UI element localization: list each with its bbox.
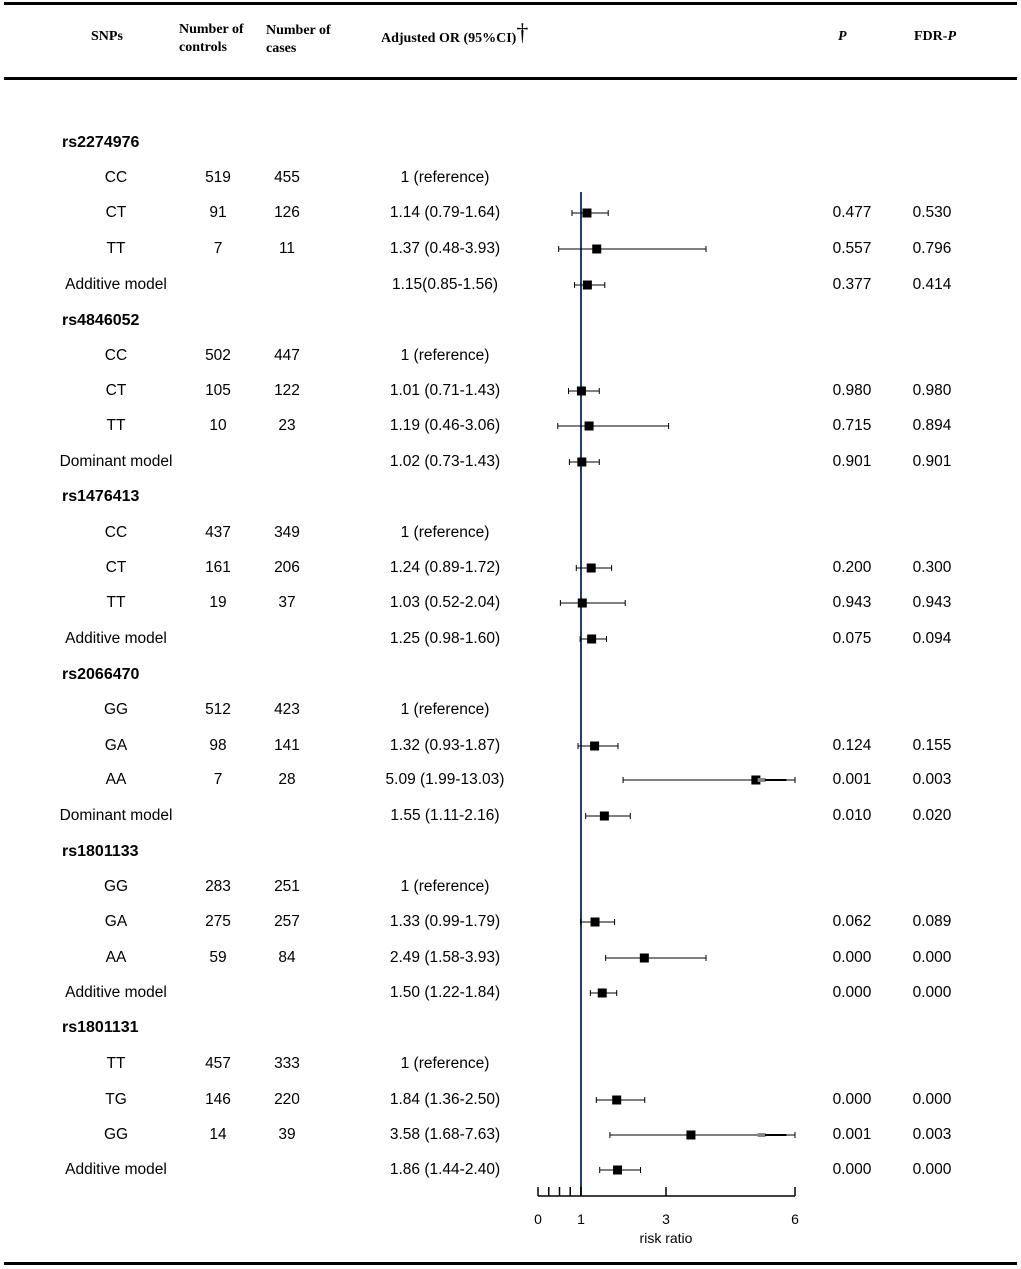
or-cell: 1.86 (1.44-2.40) bbox=[389, 1161, 501, 1178]
or-marker bbox=[582, 209, 591, 218]
cases-cell: 423 bbox=[274, 701, 300, 718]
or-cell: 2.49 (1.58-3.93) bbox=[389, 949, 501, 966]
p-value-cell: 0.377 bbox=[832, 276, 872, 293]
genotype-cell: GA bbox=[104, 913, 128, 930]
bottom-rule bbox=[4, 1262, 1017, 1265]
fdr-p-value-cell: 0.414 bbox=[912, 276, 952, 293]
controls-cell: 19 bbox=[209, 594, 227, 611]
controls-cell: 161 bbox=[205, 559, 231, 576]
fdr-p-value-cell: 0.980 bbox=[912, 382, 952, 399]
or-cell: 1.19 (0.46-3.06) bbox=[389, 417, 501, 434]
genotype-cell: TT bbox=[106, 417, 126, 434]
genotype-cell: Dominant model bbox=[59, 453, 173, 470]
cases-cell: 251 bbox=[274, 878, 300, 895]
cases-cell: 455 bbox=[274, 169, 300, 186]
p-value-cell: 0.000 bbox=[832, 949, 872, 966]
fdr-p-value-cell: 0.894 bbox=[912, 417, 952, 434]
header-controls-line2: controls bbox=[179, 40, 227, 55]
controls-cell: 98 bbox=[209, 737, 227, 754]
controls-cell: 91 bbox=[209, 204, 227, 221]
fdr-p-value-cell: 0.000 bbox=[912, 984, 952, 1001]
header-snps: SNPs bbox=[91, 29, 123, 44]
or-marker bbox=[612, 1096, 621, 1105]
or-cell: 5.09 (1.99-13.03) bbox=[385, 771, 505, 788]
snp-label: rs2274976 bbox=[62, 134, 140, 151]
genotype-cell: GA bbox=[104, 737, 128, 754]
p-value-cell: 0.477 bbox=[832, 204, 872, 221]
p-value-cell: 0.124 bbox=[832, 737, 872, 754]
controls-cell: 7 bbox=[213, 771, 223, 788]
or-marker bbox=[592, 245, 601, 254]
p-value-cell: 0.075 bbox=[832, 630, 872, 647]
genotype-cell: TG bbox=[105, 1091, 127, 1108]
genotype-cell: CC bbox=[104, 524, 128, 541]
cases-cell: 220 bbox=[274, 1091, 300, 1108]
x-tick-label: 1 bbox=[577, 1211, 585, 1227]
or-cell: 1 (reference) bbox=[400, 169, 490, 186]
header-fdr-italic: P bbox=[947, 29, 956, 44]
genotype-cell: CC bbox=[104, 169, 128, 186]
genotype-cell: Dominant model bbox=[59, 807, 173, 824]
controls-cell: 519 bbox=[205, 169, 231, 186]
genotype-cell: CT bbox=[105, 204, 127, 221]
fdr-p-value-cell: 0.000 bbox=[912, 949, 952, 966]
fdr-p-value-cell: 0.000 bbox=[912, 1161, 952, 1178]
cases-cell: 11 bbox=[278, 240, 296, 257]
header-or-label: Adjusted OR (95%CI) bbox=[381, 31, 517, 46]
or-marker bbox=[585, 422, 594, 431]
or-cell: 1.03 (0.52-2.04) bbox=[389, 594, 501, 611]
or-cell: 1.55 (1.11-2.16) bbox=[390, 807, 500, 824]
header-rule bbox=[4, 77, 1017, 80]
p-value-cell: 0.000 bbox=[832, 1091, 872, 1108]
cases-cell: 28 bbox=[278, 771, 296, 788]
or-marker bbox=[587, 564, 596, 573]
arrow-marker bbox=[758, 778, 766, 782]
or-cell: 1.33 (0.99-1.79) bbox=[389, 913, 501, 930]
snp-label: rs1476413 bbox=[62, 488, 140, 505]
fdr-p-value-cell: 0.000 bbox=[912, 1091, 952, 1108]
genotype-cell: GG bbox=[103, 878, 129, 895]
cases-cell: 84 bbox=[278, 949, 296, 966]
fdr-p-value-cell: 0.155 bbox=[912, 737, 952, 754]
genotype-cell: CT bbox=[105, 382, 127, 399]
controls-cell: 283 bbox=[205, 878, 231, 895]
header-or bbox=[381, 20, 529, 48]
fdr-p-value-cell: 0.530 bbox=[912, 204, 952, 221]
controls-cell: 275 bbox=[205, 913, 231, 930]
or-cell: 1.32 (0.93-1.87) bbox=[389, 737, 501, 754]
header-cases-line2: cases bbox=[266, 41, 297, 56]
genotype-cell: TT bbox=[106, 594, 126, 611]
snp-label: rs1801131 bbox=[62, 1019, 139, 1036]
or-cell: 1.14 (0.79-1.64) bbox=[389, 204, 501, 221]
cases-cell: 37 bbox=[278, 594, 296, 611]
genotype-cell: TT bbox=[106, 1055, 126, 1072]
p-value-cell: 0.010 bbox=[832, 807, 872, 824]
genotype-cell: Additive model bbox=[65, 276, 167, 293]
genotype-cell: CT bbox=[105, 559, 127, 576]
header-controls bbox=[179, 21, 244, 57]
genotype-cell: Additive model bbox=[65, 984, 167, 1001]
p-value-cell: 0.000 bbox=[832, 984, 872, 1001]
cases-cell: 23 bbox=[278, 417, 296, 434]
controls-cell: 7 bbox=[213, 240, 223, 257]
fdr-p-value-cell: 0.796 bbox=[912, 240, 952, 257]
header-fdr-prefix: FDR- bbox=[914, 29, 948, 44]
cases-cell: 257 bbox=[274, 913, 300, 930]
p-value-cell: 0.901 bbox=[832, 453, 872, 470]
p-value-cell: 0.000 bbox=[832, 1161, 872, 1178]
fdr-p-value-cell: 0.089 bbox=[912, 913, 952, 930]
x-tick-label: 0 bbox=[534, 1211, 542, 1227]
or-marker bbox=[590, 742, 599, 751]
or-marker bbox=[686, 1131, 695, 1140]
genotype-cell: TT bbox=[106, 240, 126, 257]
or-marker bbox=[583, 281, 592, 290]
cases-cell: 349 bbox=[274, 524, 300, 541]
or-marker bbox=[578, 599, 587, 608]
x-tick-label: 3 bbox=[662, 1211, 670, 1227]
snp-label: rs1801133 bbox=[62, 843, 139, 860]
or-cell: 1 (reference) bbox=[400, 347, 490, 364]
controls-cell: 105 bbox=[205, 382, 231, 399]
cases-cell: 333 bbox=[274, 1055, 300, 1072]
snp-label: rs4846052 bbox=[62, 312, 140, 329]
or-marker bbox=[598, 989, 607, 998]
or-cell: 1.02 (0.73-1.43) bbox=[389, 453, 501, 470]
p-value-cell: 0.001 bbox=[832, 1126, 872, 1143]
fdr-p-value-cell: 0.943 bbox=[912, 594, 952, 611]
p-value-cell: 0.200 bbox=[832, 559, 872, 576]
x-tick-label: 6 bbox=[791, 1211, 799, 1227]
p-value-cell: 0.980 bbox=[832, 382, 872, 399]
or-cell: 1.24 (0.89-1.72) bbox=[389, 559, 501, 576]
top-rule bbox=[4, 2, 1017, 5]
or-cell: 1.84 (1.36-2.50) bbox=[389, 1091, 501, 1108]
or-cell: 1.37 (0.48-3.93) bbox=[389, 240, 501, 257]
genotype-cell: AA bbox=[105, 771, 127, 788]
header-fdr bbox=[914, 28, 956, 46]
or-marker bbox=[751, 776, 760, 785]
or-cell: 1 (reference) bbox=[400, 524, 490, 541]
genotype-cell: CC bbox=[104, 347, 128, 364]
snp-label: rs2066470 bbox=[62, 666, 140, 683]
cases-cell: 206 bbox=[274, 559, 300, 576]
genotype-cell: GG bbox=[103, 1126, 129, 1143]
or-cell: 1.01 (0.71-1.43) bbox=[389, 382, 501, 399]
p-value-cell: 0.943 bbox=[832, 594, 872, 611]
genotype-cell: GG bbox=[103, 701, 129, 718]
or-marker bbox=[613, 1166, 622, 1175]
or-marker bbox=[577, 387, 586, 396]
fdr-p-value-cell: 0.094 bbox=[912, 630, 952, 647]
x-axis-label: risk ratio bbox=[639, 1230, 693, 1246]
or-marker bbox=[600, 812, 609, 821]
header-cases bbox=[266, 22, 331, 58]
or-cell: 1.25 (0.98-1.60) bbox=[389, 630, 501, 647]
cases-cell: 141 bbox=[274, 737, 300, 754]
genotype-cell: Additive model bbox=[65, 630, 167, 647]
cases-cell: 122 bbox=[274, 382, 300, 399]
p-value-cell: 0.001 bbox=[832, 771, 872, 788]
or-marker bbox=[591, 918, 600, 927]
or-marker bbox=[577, 458, 586, 467]
controls-cell: 512 bbox=[205, 701, 231, 718]
controls-cell: 14 bbox=[209, 1126, 227, 1143]
or-marker bbox=[640, 954, 649, 963]
or-cell: 1.15(0.85-1.56) bbox=[392, 276, 498, 293]
dagger-mark: † bbox=[516, 20, 529, 46]
or-cell: 1.50 (1.22-1.84) bbox=[389, 984, 501, 1001]
controls-cell: 502 bbox=[205, 347, 231, 364]
genotype-cell: Additive model bbox=[65, 1161, 167, 1178]
cases-cell: 39 bbox=[278, 1126, 296, 1143]
controls-cell: 437 bbox=[205, 524, 231, 541]
controls-cell: 59 bbox=[209, 949, 227, 966]
cases-cell: 126 bbox=[274, 204, 300, 221]
or-marker bbox=[587, 635, 596, 644]
header-cases-line1: Number of bbox=[266, 23, 331, 38]
header-controls-line1: Number of bbox=[179, 22, 244, 37]
controls-cell: 10 bbox=[209, 417, 227, 434]
or-cell: 3.58 (1.68-7.63) bbox=[389, 1126, 501, 1143]
p-value-cell: 0.062 bbox=[832, 913, 872, 930]
header-p bbox=[838, 28, 847, 46]
or-cell: 1 (reference) bbox=[400, 878, 490, 895]
or-cell: 1 (reference) bbox=[400, 1055, 490, 1072]
controls-cell: 146 bbox=[205, 1091, 231, 1108]
fdr-p-value-cell: 0.003 bbox=[912, 1126, 952, 1143]
header-p-italic: P bbox=[838, 29, 847, 44]
p-value-cell: 0.715 bbox=[832, 417, 872, 434]
or-cell: 1 (reference) bbox=[400, 701, 490, 718]
fdr-p-value-cell: 0.003 bbox=[912, 771, 952, 788]
arrow-marker bbox=[758, 1133, 766, 1137]
fdr-p-value-cell: 0.020 bbox=[912, 807, 952, 824]
controls-cell: 457 bbox=[205, 1055, 231, 1072]
fdr-p-value-cell: 0.300 bbox=[912, 559, 952, 576]
cases-cell: 447 bbox=[274, 347, 300, 364]
genotype-cell: AA bbox=[105, 949, 127, 966]
p-value-cell: 0.557 bbox=[832, 240, 872, 257]
fdr-p-value-cell: 0.901 bbox=[912, 453, 952, 470]
